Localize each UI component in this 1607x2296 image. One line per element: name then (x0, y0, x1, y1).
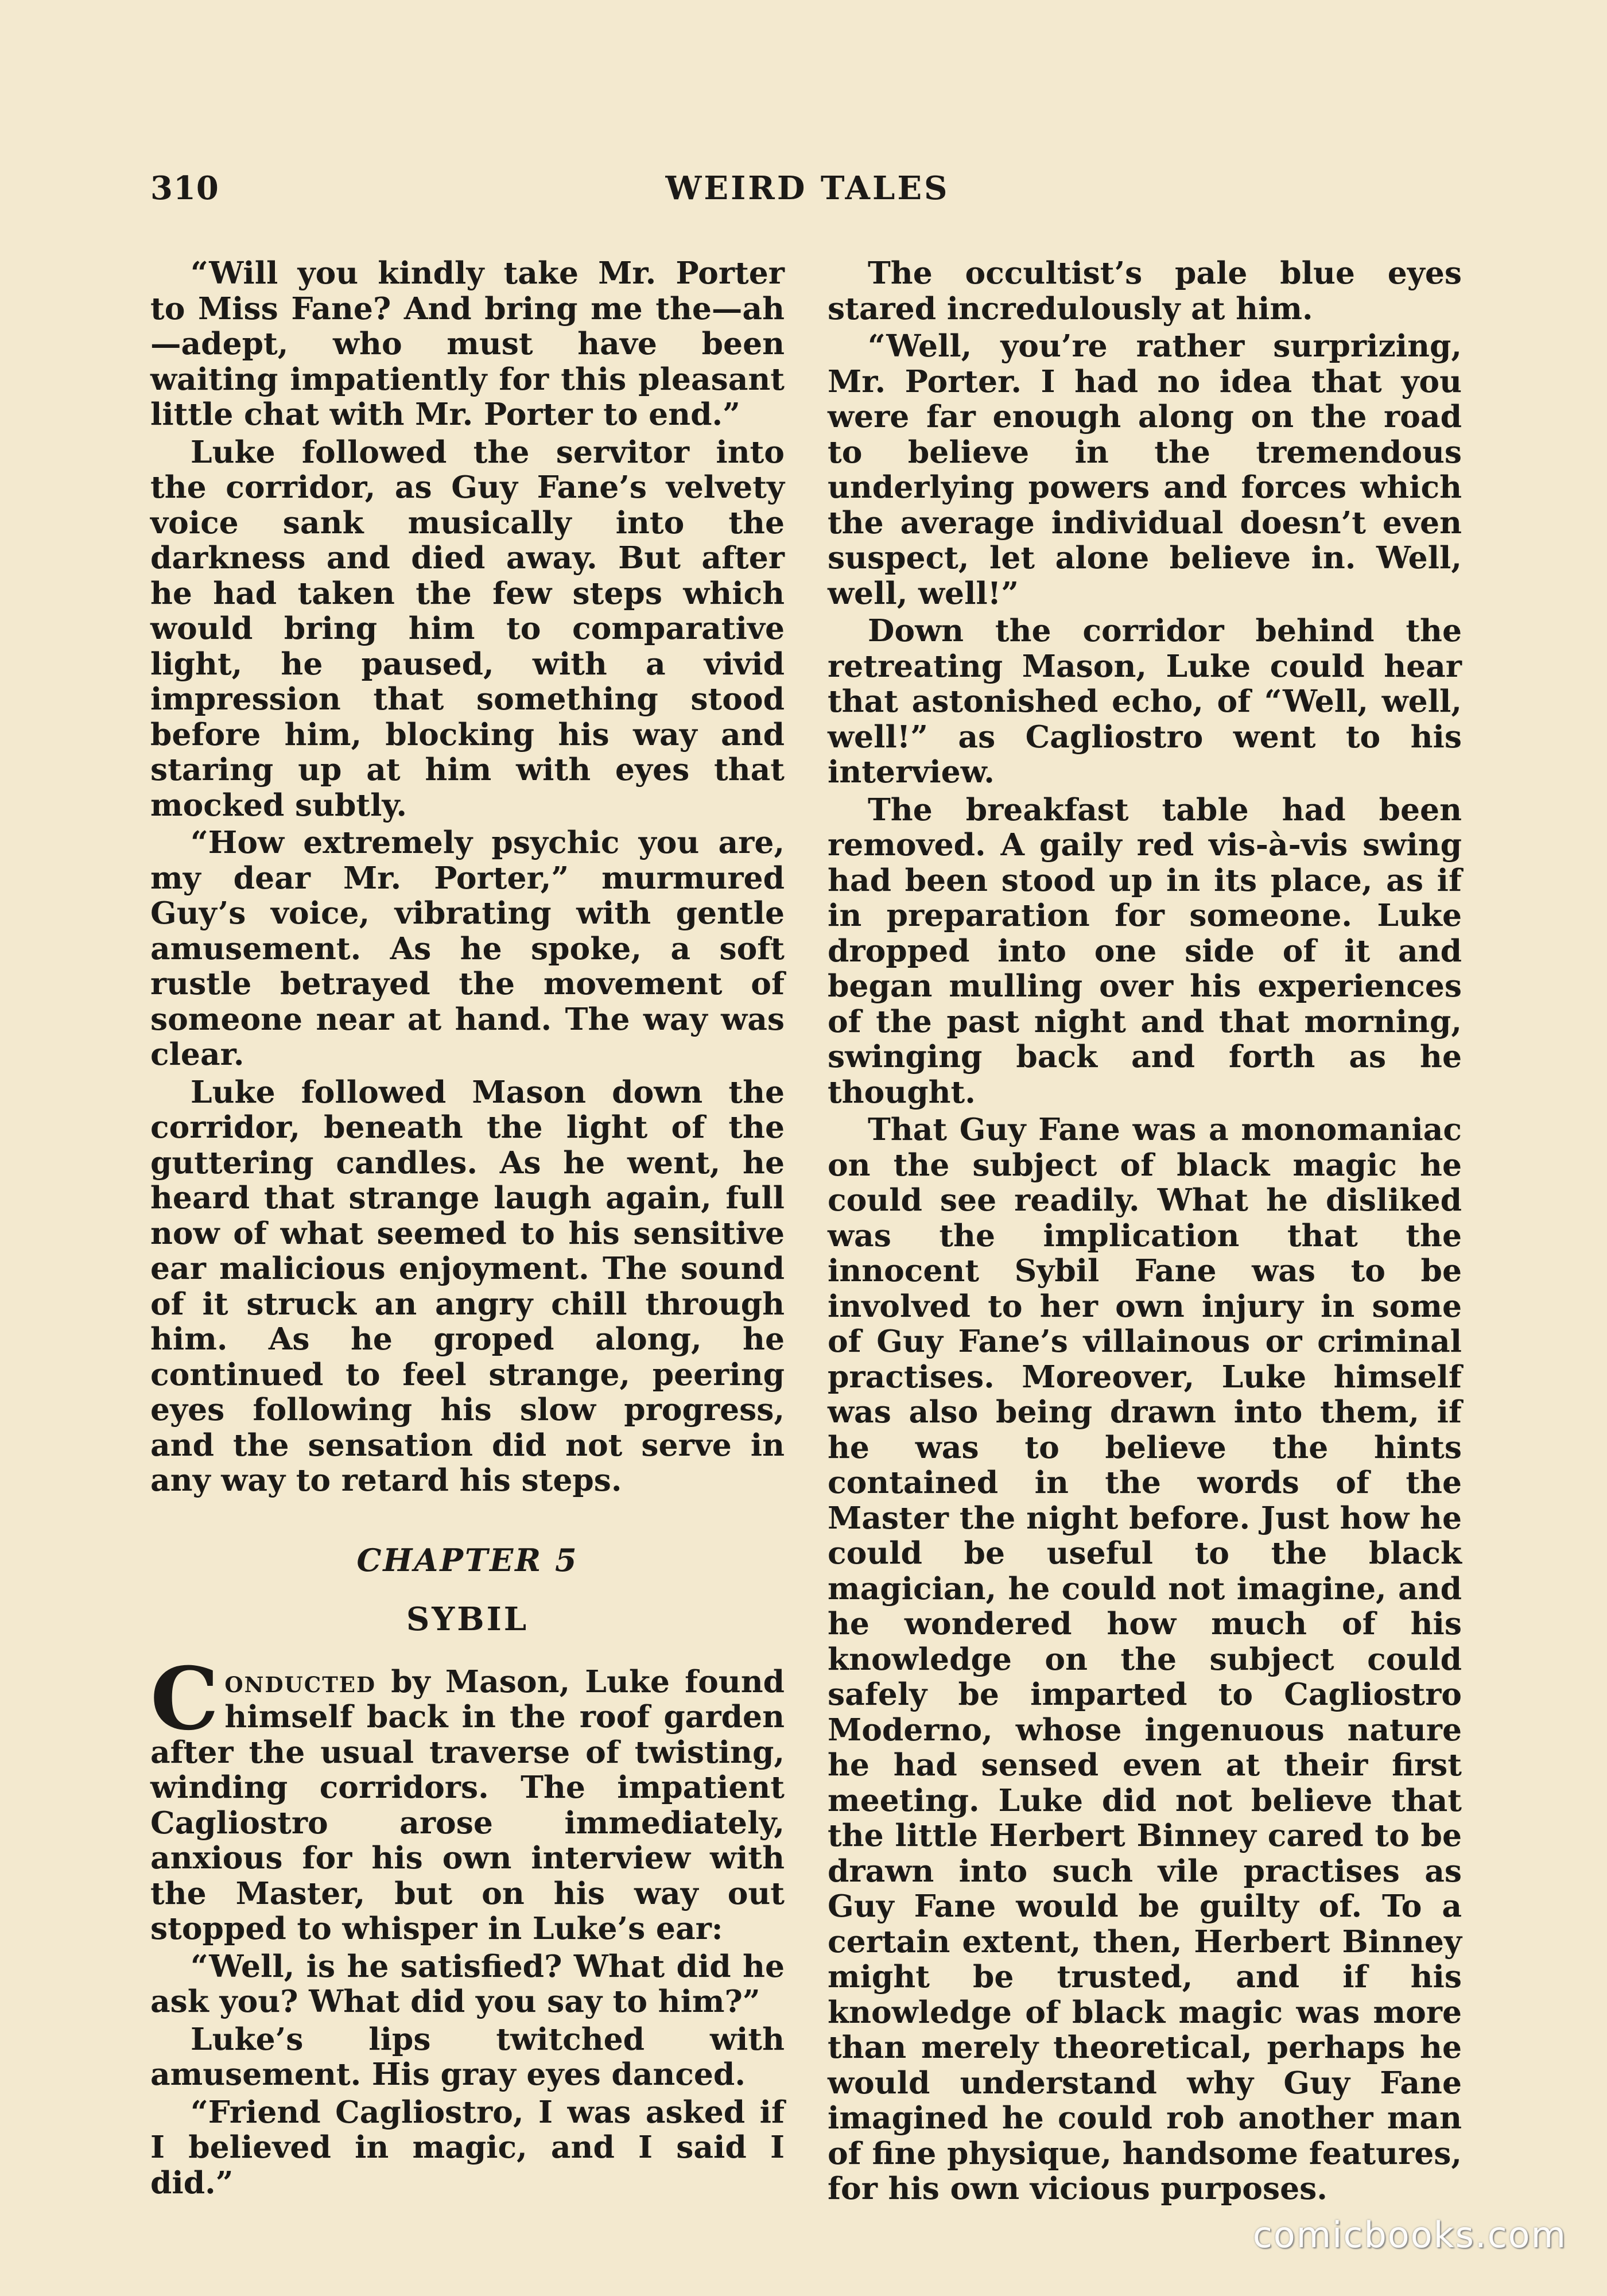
chapter-heading: CHAPTER 5 (356, 1541, 579, 1578)
journal-title: WEIRD TALES (665, 169, 950, 207)
chapter-title: SYBIL (406, 1600, 529, 1638)
paragraph: The breakfast table had been removed. A gaily red vis-à-vis swing had been stood up in its place, as if in preparation for someone. Luke dropped into one side of it and began mulling over his experiences of the past night and that morning, swinging back and forth as he thought. (828, 791, 1462, 1110)
dropcap-smallcaps: onducted (224, 1663, 376, 1700)
running-head (150, 169, 1465, 215)
paragraph: Luke followed the servitor into the corridor, as Guy Fane’s velvety voice sank musically into the darkness and died away. But after he had taken the few steps which would bring him to comparative light, he paused, with a vivid impression that something stood before him, blocking his way and staring up at him with eyes that mocked subtly. (150, 433, 785, 823)
paragraph: “Friend Cagliostro, I was asked if I believed in magic, and I said I did.” (150, 2093, 785, 2201)
watermark: comicbooks.com (1252, 2214, 1567, 2256)
dropcap-rest: by Mason, Luke found himself back in the roof garden after the usual traverse of twisting, winding corridors. The impatient Cagliostro arose immediately, anxious for his own interview with the Master, but on his way out stopped to whisper in Luke’s ear: (150, 1663, 785, 1946)
paragraph: Luke’s lips twitched with amusement. His gray eyes danced. (150, 2020, 785, 2092)
paragraph: “Well, you’re rather surprizing, Mr. Porter. I had no idea that you were far enough along on the road to believe in the tremendous underlying powers and forces which the average individual doesn’t even suspect, let alone believe in. Well, well, well!” (828, 328, 1462, 611)
left-column (150, 255, 785, 2200)
paragraph: “How extremely psychic you are, my dear Mr. Porter,” murmured Guy’s voice, vibrating with gentle amusement. As he spoke, a soft rustle betrayed the movement of someone near at hand. The way was clear. (150, 824, 785, 1072)
paragraph: “Will you kindly take Mr. Porter to Miss Fane? And bring me the—ah—adept, who must have been waiting impatiently for this pleasant little chat with Mr. Porter to end.” (150, 255, 785, 432)
paragraph: “Well, is he satisfied? What did he ask you? What did you say to him?” (150, 1948, 785, 2019)
paragraph: The occultist’s pale blue eyes stared incredulously at him. (828, 255, 1462, 327)
paragraph: Down the corridor behind the retreating Mason, Luke could hear that astonished echo, of “Well, well, well!” as Cagliostro went to his interview. (828, 612, 1462, 790)
dropcap-paragraph (150, 1648, 785, 1946)
paragraph: That Guy Fane was a monomaniac on the subject of black magic he could see readily. What he disliked was the implication that the innocent Sybil Fane was to be involved to her own injury in some of Guy Fane’s villainous or criminal practises. Moreover, Luke himself was also being drawn into them, if he was to believe the hints contained in the words of the Master the night before. Just how he could be useful to the black magician, he could not imagine, and he wondered how much of his knowledge on the subject could safely be imparted to Cagliostro Moderno, whose ingenuous nature he had sensed even at their first meeting. Luke did not believe that the little Herbert Binney cared to be drawn into such vile practises as Guy Fane would be guilty of. To a certain extent, then, Herbert Binney might be trusted, and if his knowledge of black magic was more than merely theoretical, perhaps he would understand why Guy Fane imagined he could rob another man of fine physique, handsome features, for his own vicious purposes. (828, 1111, 1462, 2206)
page-number: 310 (150, 169, 219, 207)
paragraph: Luke followed Mason down the corridor, beneath the light of the guttering candles. As he went, he heard that strange laugh again, full now of what seemed to his sensitive ear malicious enjoyment. The sound of it struck an angry chill through him. As he groped along, he continued to feel strange, peering eyes following his slow progress, and the sensation did not serve in any way to retard his steps. (150, 1073, 785, 1498)
right-column (828, 255, 1462, 2206)
drop-cap: C (150, 1648, 219, 1750)
